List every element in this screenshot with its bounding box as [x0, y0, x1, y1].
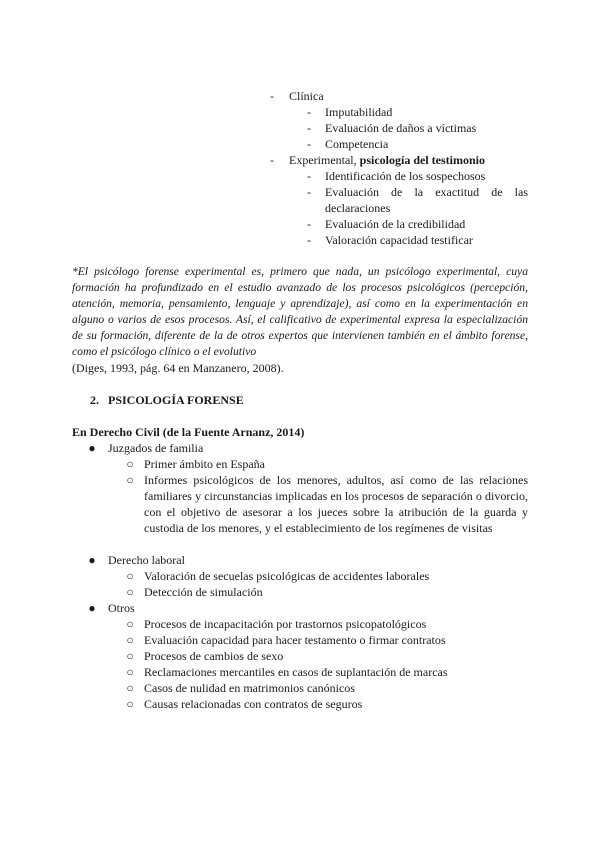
- list-dash: -: [307, 233, 311, 247]
- sub-bullet-item: Causas relacionadas con contratos de seguros: [144, 697, 363, 711]
- bullet-circle: ○: [126, 649, 134, 663]
- sub-bullet-item: Detección de simulación: [144, 585, 263, 599]
- bullet-dot: ●: [88, 553, 96, 567]
- bullet-dot: ●: [88, 601, 96, 615]
- list-dash: -: [307, 217, 311, 231]
- bullet-circle: ○: [126, 617, 134, 631]
- list-dash: -: [307, 185, 311, 199]
- forensic-note: *El psicólogo forense experimental es, primero que nada, un psicólogo experimental, cuya formación ha profundizado en el estudio avanzado de los procesos psicológicos (percepción, atención, memoria, pensamiento, lenguaje y aprendizaje), así como en la experimentación en alguno o varios de esos procesos. Así, el calificativo de experimental expresa la especialización de su formación, diferente de la de otros expertos que intervienen también en el ámbito forense, como el psicólogo clínico o el evolutivo: [72, 265, 528, 358]
- testimony-label: psicología del testimonio: [359, 153, 485, 167]
- list-dash: -: [307, 105, 311, 119]
- sub-bullet-item: Informes psicológicos de los menores, adultos, así como de las relaciones familiares y circunstancias implicadas en los procesos de separación o divorcio, con el objetivo de asesorar a los jueces sobre la atribución de la guarda y custodia de los menores, y el establecimiento de los regímenes de visitas: [144, 473, 528, 535]
- subsection-title: En Derecho Civil (de la Fuente Arnanz, 2014): [72, 425, 305, 439]
- list-item-clinica: Clínica: [289, 89, 324, 103]
- list-dash: -: [270, 153, 274, 167]
- bullet-circle: ○: [126, 457, 134, 471]
- bullet-circle: ○: [126, 681, 134, 695]
- experimental-label: Experimental,: [289, 153, 360, 167]
- list-item: Identificación de los sospechosos: [325, 169, 486, 183]
- note-citation: (Diges, 1993, pág. 64 en Manzanero, 2008).: [72, 361, 284, 375]
- list-item: Valoración capacidad testificar: [325, 233, 473, 247]
- bullet-item-otros: Otros: [108, 601, 135, 615]
- bullet-circle: ○: [126, 665, 134, 679]
- list-item: Competencia: [325, 137, 389, 151]
- list-item: Evaluación de la credibilidad: [325, 217, 466, 231]
- sub-bullet-item: Procesos de incapacitación por trastornos psicopatológicos: [144, 617, 427, 631]
- sub-bullet-item: Primer ámbito en España: [144, 457, 265, 471]
- list-item: Evaluación de daños a víctimas: [325, 121, 477, 135]
- list-dash: -: [307, 121, 311, 135]
- bullet-circle: ○: [126, 633, 134, 647]
- bullet-item-juzgados: Juzgados de familia: [108, 441, 204, 455]
- list-dash: -: [307, 169, 311, 183]
- section-number: 2.: [90, 393, 99, 407]
- bullet-circle: ○: [126, 473, 134, 487]
- list-item: Imputabilidad: [325, 105, 393, 119]
- bullet-circle: ○: [126, 569, 134, 583]
- section-title: PSICOLOGÍA FORENSE: [108, 393, 244, 407]
- bullet-dot: ●: [88, 441, 96, 455]
- list-item-experimental: [289, 152, 485, 168]
- sub-bullet-item: Evaluación capacidad para hacer testamento o firmar contratos: [144, 633, 446, 647]
- sub-bullet-item: Reclamaciones mercantiles en casos de suplantación de marcas: [144, 665, 448, 679]
- list-item: Evaluación de la exactitud de las declaraciones: [325, 185, 528, 215]
- bullet-circle: ○: [126, 585, 134, 599]
- sub-bullet-item: Procesos de cambios de sexo: [144, 649, 284, 663]
- bullet-item-laboral: Derecho laboral: [108, 553, 185, 567]
- list-dash: -: [270, 89, 274, 103]
- sub-bullet-item: Valoración de secuelas psicológicas de accidentes laborales: [144, 569, 430, 583]
- list-dash: -: [307, 137, 311, 151]
- bullet-circle: ○: [126, 697, 134, 711]
- sub-bullet-item: Casos de nulidad en matrimonios canónicos: [144, 681, 355, 695]
